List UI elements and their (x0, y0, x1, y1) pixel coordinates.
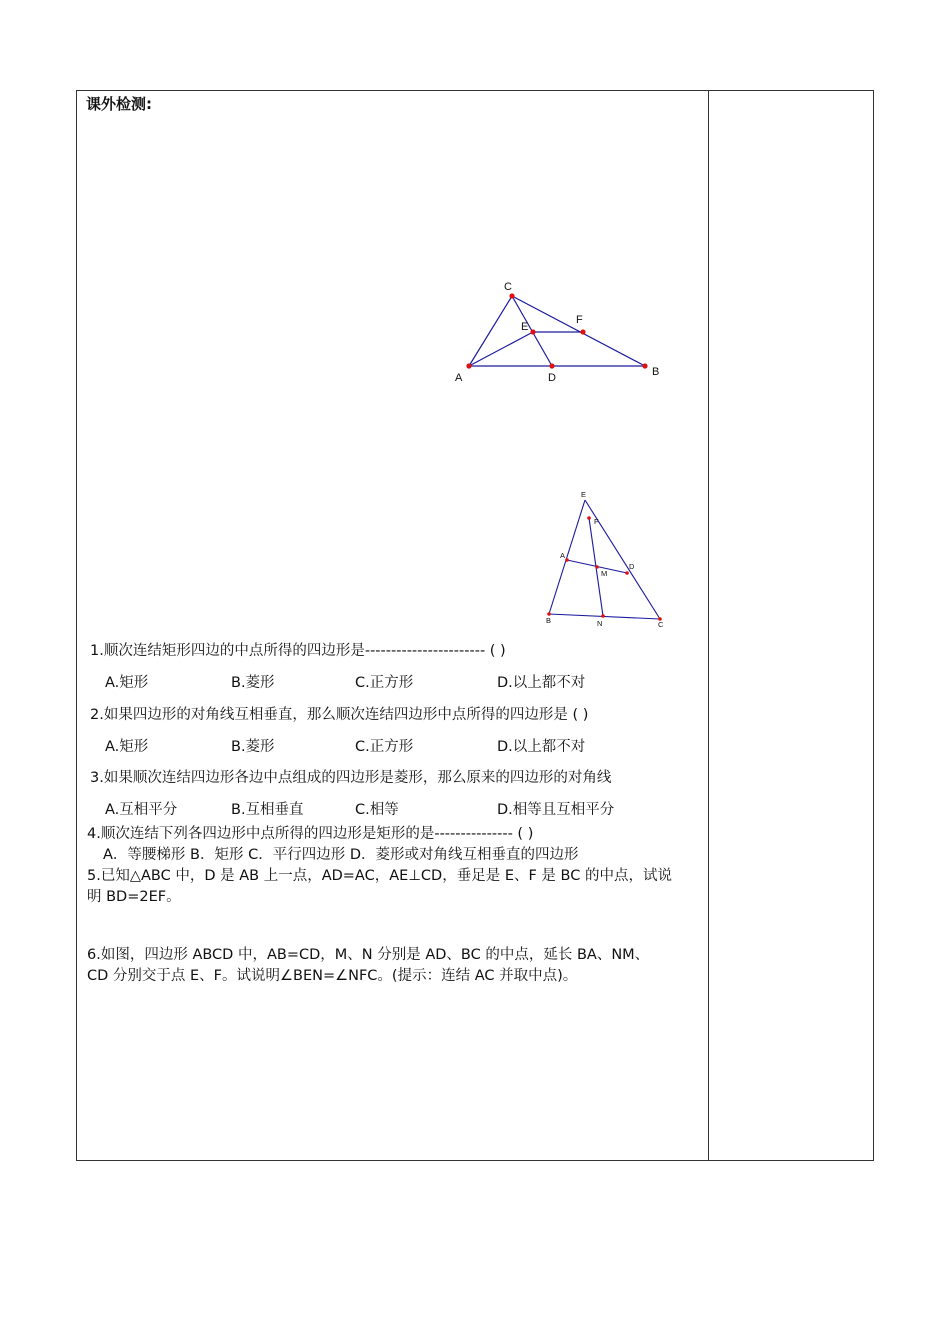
question-3-option-b: B.互相垂直 (231, 802, 304, 818)
label-f: F (576, 314, 583, 326)
label-a: A (455, 372, 463, 384)
segment-eb (549, 500, 585, 614)
question-5-line-1: 5.已知△ABC 中，D 是 AB 上一点，AD=AC，AE⊥CD，垂足是 E、F 是 BC 的中点，试说 (87, 868, 672, 884)
question-2-option-b: B.菱形 (231, 739, 275, 755)
question-1-option-a: A.矩形 (105, 675, 149, 691)
question-2-option-d: D.以上都不对 (497, 739, 586, 755)
label-d: D (548, 372, 556, 384)
label-c: C (504, 281, 512, 293)
question-5-line-2: 明 BD=2EF。 (87, 889, 181, 905)
question-4-options: A．等腰梯形 B．矩形 C．平行四边形 D．菱形或对角线互相垂直的四边形 (103, 847, 579, 863)
point-n (601, 614, 605, 618)
point-a (466, 363, 471, 368)
label-e: E (581, 490, 587, 499)
question-4-text: 4.顺次连结下列各四边形中点所得的四边形是矩形的是--------------- ( ) (87, 826, 534, 842)
point-c (509, 293, 514, 298)
label-b: B (652, 366, 660, 378)
segment-ae (469, 332, 533, 366)
label-b: B (546, 616, 552, 625)
label-a: A (560, 551, 566, 560)
label-m: M (601, 569, 608, 578)
worksheet-table (76, 90, 874, 1161)
question-2-option-c: C.正方形 (355, 739, 414, 755)
question-2-option-a: A.矩形 (105, 739, 149, 755)
question-1-option-b: B.菱形 (231, 675, 275, 691)
point-e (530, 329, 535, 334)
question-2-text: 2.如果四边形的对角线互相垂直，那么顺次连结四边形中点所得的四边形是 ( ) (90, 707, 589, 723)
question-3-option-a: A.互相平分 (105, 802, 178, 818)
question-6-line-2: CD 分别交于点 E、F。试说明∠BEN=∠NFC。(提示：连结 AC 并取中点)。 (87, 968, 578, 984)
question-3-text: 3.如果顺次连结四边形各边中点组成的四边形是菱形，那么原来的四边形的对角线 (90, 770, 612, 786)
point-m (595, 565, 599, 569)
point-b (642, 363, 647, 368)
question-1-option-d: D.以上都不对 (497, 675, 586, 691)
figure-quadrilateral-abcd (540, 488, 670, 630)
label-e: E (521, 321, 529, 333)
question-3-option-c: C.相等 (355, 802, 399, 818)
point-a (565, 558, 569, 562)
question-6-line-1: 6.如图，四边形 ABCD 中，AB=CD，M、N 分别是 AD、BC 的中点，延长 BA、NM、 (87, 947, 650, 963)
label-n: N (597, 619, 603, 628)
question-1-text: 1.顺次连结矩形四边的中点所得的四边形是----------------------- ( ) (90, 643, 506, 659)
segment-ac (469, 296, 512, 366)
point-f (587, 516, 591, 520)
label-f: F (594, 517, 599, 526)
point-d (625, 571, 629, 575)
section-heading: 课外检测: (86, 95, 152, 113)
table-column-divider (708, 90, 709, 1161)
figure-triangle-abc (440, 275, 680, 390)
question-1-option-c: C.正方形 (355, 675, 414, 691)
label-d: D (629, 562, 635, 571)
label-c: C (658, 620, 664, 629)
point-f (580, 329, 585, 334)
point-d (549, 363, 554, 368)
question-3-option-d: D.相等且互相平分 (497, 802, 615, 818)
